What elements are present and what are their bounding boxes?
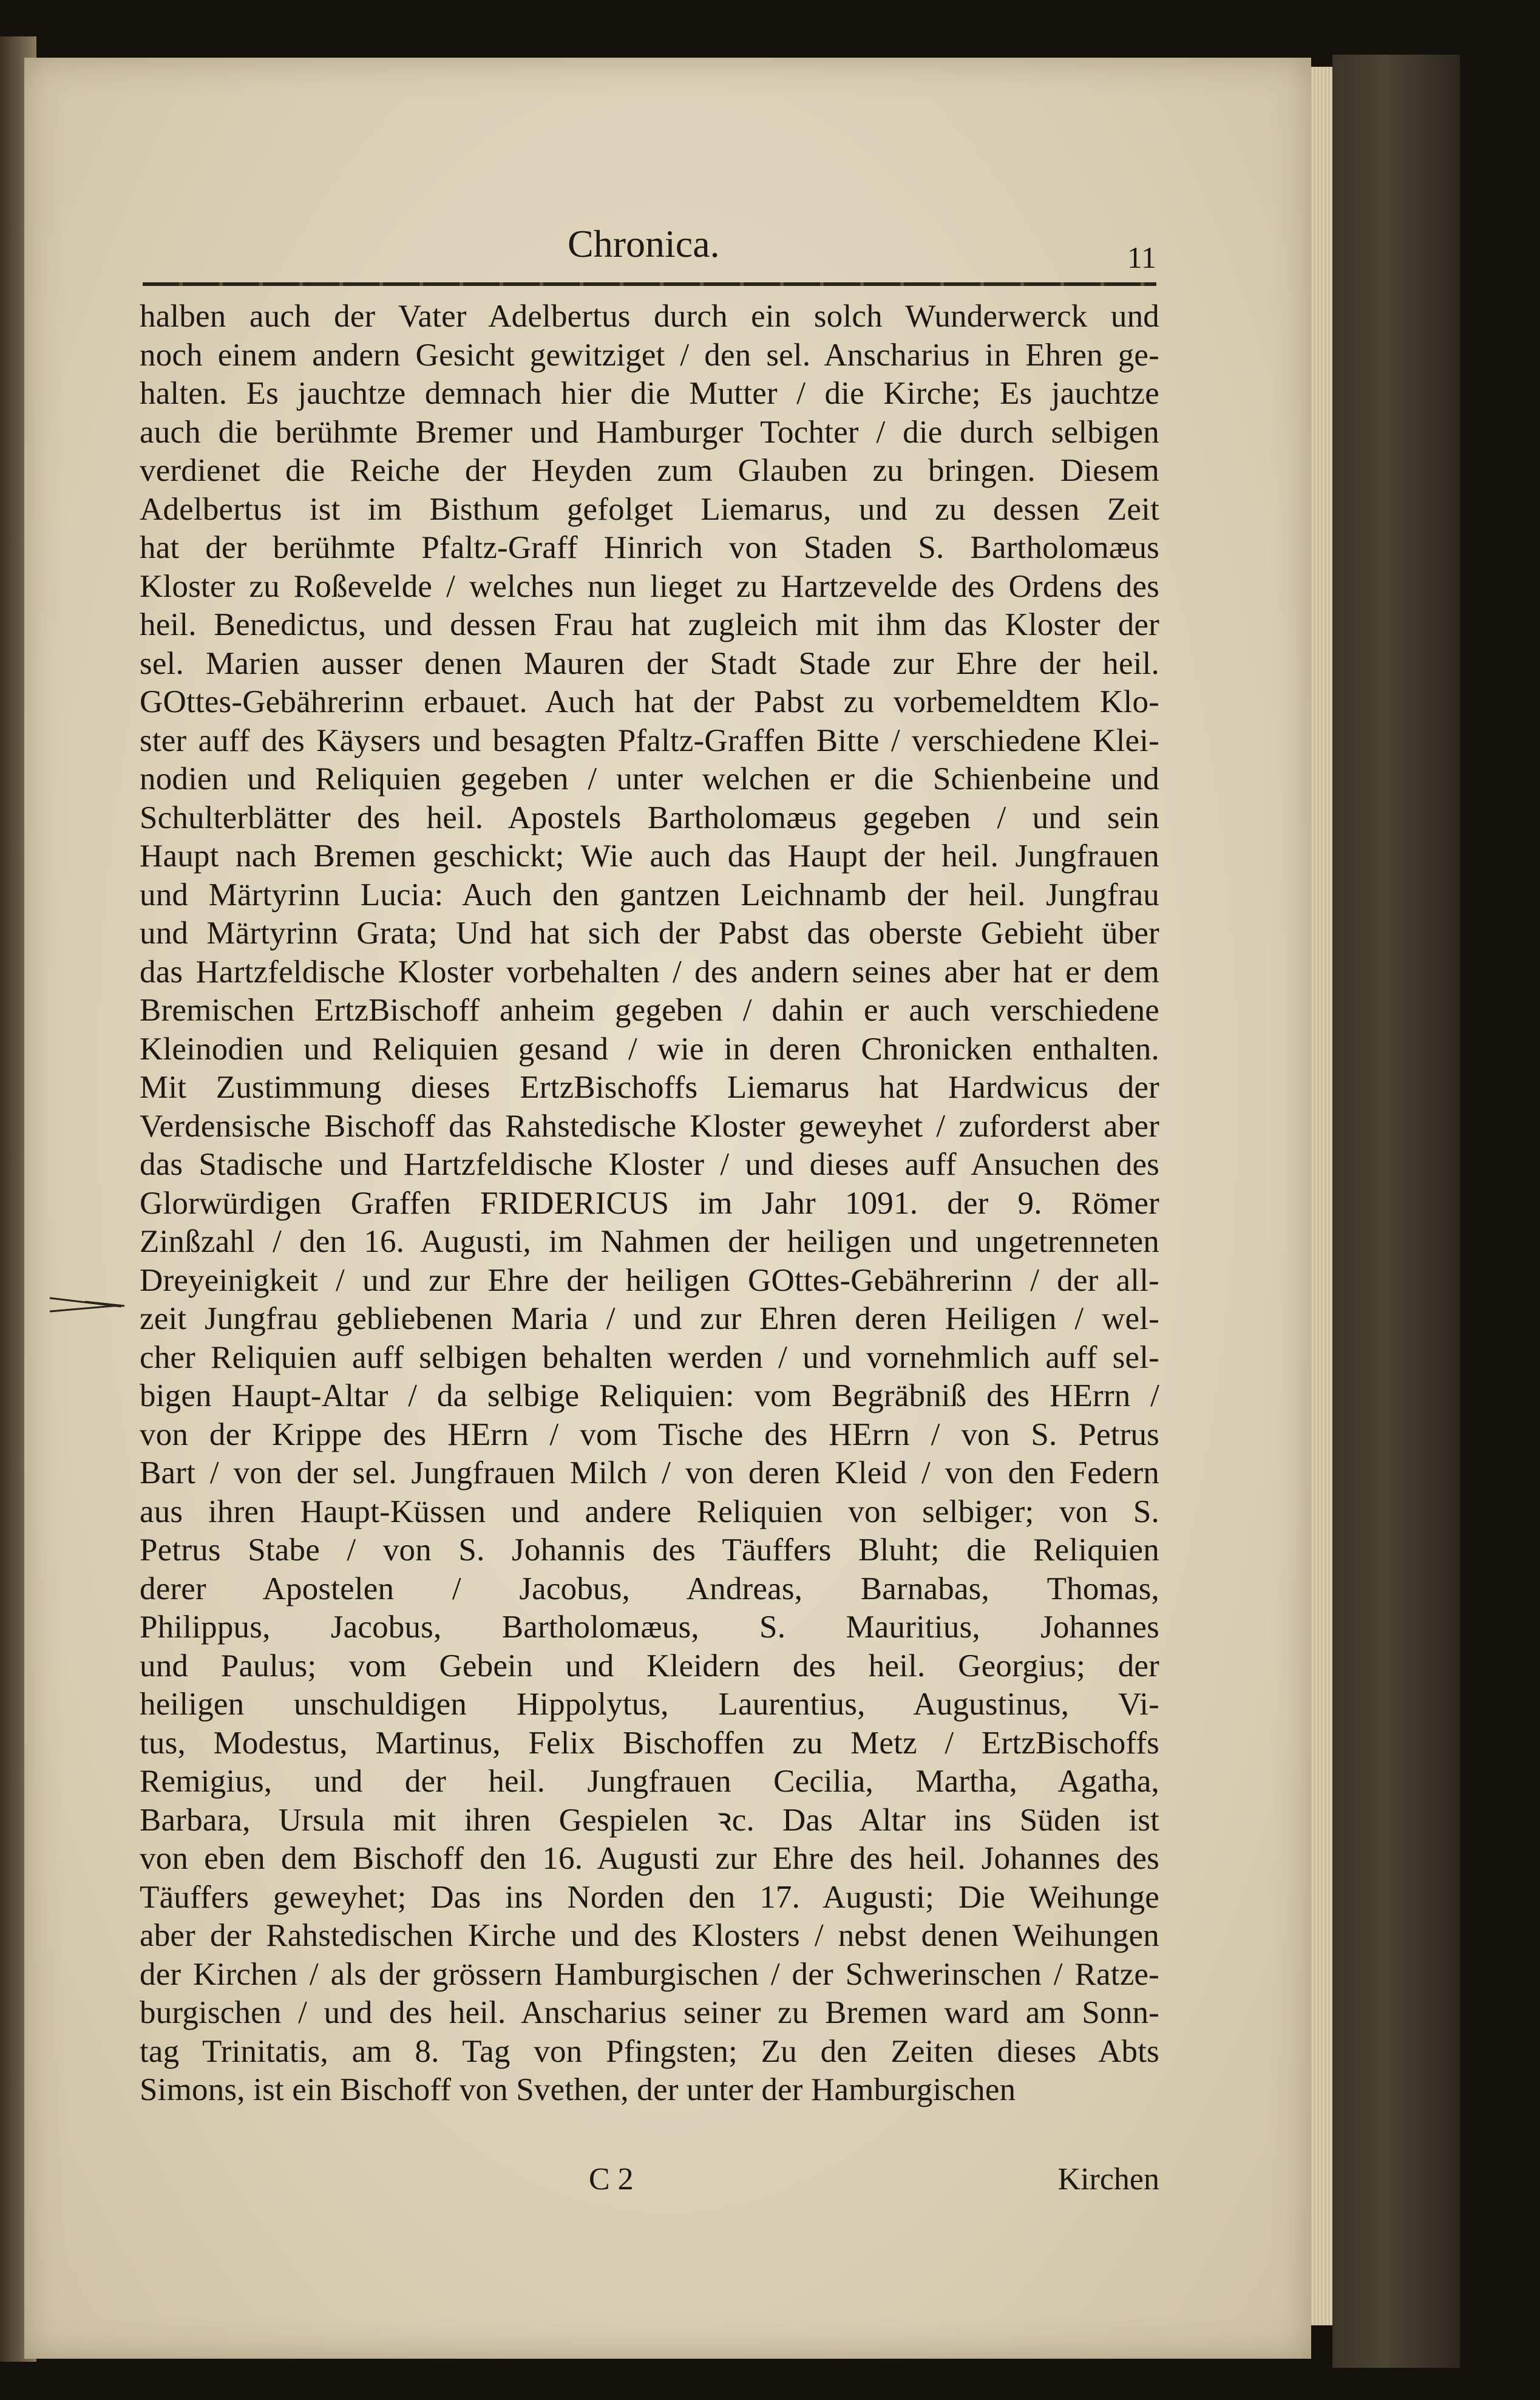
text-line: Zinßzahl / den 16. Augusti, im Nahmen der heiligen und ungetrenneten (140, 1224, 1159, 1259)
text-line: Mit Zustimmung dieses ErtzBischoffs Liemarus hat Hardwicus der (140, 1070, 1159, 1105)
text-line: burgischen / und des heil. Anscharius seiner zu Bremen ward am Sonn- (140, 1995, 1159, 2030)
text-line: halten. Es jauchtze demnach hier die Mutter / die Kirche; Es jauchtze (140, 376, 1159, 411)
text-line: aber der Rahstedischen Kirche und des Klosters / nebst denen Weihungen (140, 1918, 1159, 1953)
text-line: Glorwürdigen Graffen FRIDERICUS im Jahr 1091. der 9. Römer (140, 1185, 1159, 1221)
text-line: halben auch der Vater Adelbertus durch ein solch Wunderwerck und (140, 299, 1159, 334)
signature-mark: C 2 (589, 2162, 634, 2197)
text-line: tus, Modestus, Martinus, Felix Bischoffen zu Metz / ErtzBischoffs (140, 1725, 1159, 1761)
text-line: tag Trinitatis, am 8. Tag von Pfingsten; Zu den Zeiten dieses Abts (140, 2033, 1159, 2069)
text-line: GOttes-Gebährerinn erbauet. Auch hat der Pabst zu vorbemeldtem Klo- (140, 684, 1159, 719)
book-cover (1332, 55, 1460, 2368)
text-line: Barbara, Ursula mit ihren Gespielen ꝛc. Das Altar ins Süden ist (140, 1802, 1159, 1838)
text-line: Haupt nach Bremen geschickt; Wie auch das Haupt der heil. Jungfrauen (140, 838, 1159, 874)
running-title: Chronica. (568, 222, 720, 265)
text-line: Adelbertus ist im Bisthum gefolget Liemarus, und zu dessen Zeit (140, 491, 1159, 527)
text-line: Schulterblätter des heil. Apostels Bartholomæus gegeben / und sein (140, 800, 1159, 835)
text-line: und Paulus; vom Gebein und Kleidern des heil. Georgius; der (140, 1648, 1159, 1684)
marginal-pen-mark (49, 1293, 127, 1317)
text-line: aus ihren Haupt-Küssen und andere Reliquien von selbiger; von S. (140, 1494, 1159, 1529)
text-line: cher Reliquien auff selbigen behalten werden / und vornehmlich auff sel- (140, 1339, 1159, 1375)
text-line: Philippus, Jacobus, Bartholomæus, S. Mauritius, Johannes (140, 1610, 1159, 1645)
text-line: nodien und Reliquien gegeben / unter welchen er die Schienbeine und (140, 761, 1159, 797)
text-line: heil. Benedictus, und dessen Frau hat zugleich mit ihm das Kloster der (140, 607, 1159, 642)
body-text (140, 297, 1159, 2110)
page-number: 11 (1127, 240, 1156, 274)
text-line: von der Krippe des HErrn / vom Tische des HErrn / von S. Petrus (140, 1416, 1159, 1452)
text-line: der Kirchen / als der grössern Hamburgischen / der Schwerinschen / Ratze- (140, 1956, 1159, 1992)
text-line: das Stadische und Hartzfeldische Kloster / und dieses auff Ansuchen des (140, 1147, 1159, 1182)
text-line: Kloster zu Roßevelde / welches nun lieget zu Hartzevelde des Ordens des (140, 568, 1159, 604)
text-line: heiligen unschuldigen Hippolytus, Laurentius, Augustinus, Vi- (140, 1687, 1159, 1722)
text-line: Remigius, und der heil. Jungfrauen Cecilia, Martha, Agatha, (140, 1764, 1159, 1799)
text-line: Petrus Stabe / von S. Johannis des Täuffers Bluht; die Reliquien (140, 1532, 1159, 1568)
text-line: verdienet die Reiche der Heyden zum Glauben zu bringen. Diesem (140, 453, 1159, 488)
text-line: sel. Marien ausser denen Mauren der Stadt Stade zur Ehre der heil. (140, 645, 1159, 681)
text-line: Täuffers geweyhet; Das ins Norden den 17. Augusti; Die Weihunge (140, 1879, 1159, 1915)
text-line: und Märtyrinn Grata; Und hat sich der Pabst das oberste Gebieht über (140, 916, 1159, 951)
text-line: Simons, ist ein Bischoff von Svethen, der unter der Hamburgischen (140, 2072, 1016, 2107)
text-line: von eben dem Bischoff den 16. Augusti zur Ehre des heil. Johannes des (140, 1841, 1159, 1876)
text-line: Bremischen ErtzBischoff anheim gegeben / dahin er auch verschiedene (140, 993, 1159, 1028)
text-line: Dreyeinigkeit / und zur Ehre der heiligen GOttes-Gebährerinn / der all- (140, 1262, 1159, 1298)
text-line: Verdensische Bischoff das Rahstedische Kloster geweyhet / zuforderst aber (140, 1108, 1159, 1144)
text-line: ster auff des Käysers und besagten Pfaltz-Graffen Bitte / verschiedene Klei- (140, 722, 1159, 758)
page-footer (140, 2161, 1159, 2210)
text-line: noch einem andern Gesicht gewitziget / den sel. Anscharius in Ehren ge- (140, 337, 1159, 373)
text-line: zeit Jungfrau gebliebenen Maria / und zur Ehren deren Heiligen / wel- (140, 1301, 1159, 1336)
page-header (143, 222, 1156, 288)
text-line: hat der berühmte Pfaltz-Graff Hinrich von Staden S. Bartholomæus (140, 530, 1159, 565)
text-line: derer Apostelen / Jacobus, Andreas, Barnabas, Thomas, (140, 1571, 1159, 1606)
header-rule (143, 282, 1156, 286)
text-line: und Märtyrinn Lucia: Auch den gantzen Leichnamb der heil. Jungfrau (140, 877, 1159, 913)
text-line: Kleinodien und Reliquien gesand / wie in deren Chronicken enthalten. (140, 1031, 1159, 1067)
text-line: Bart / von der sel. Jungfrauen Milch / von deren Kleid / von den Federn (140, 1455, 1159, 1491)
text-line: das Hartzfeldische Kloster vorbehalten / des andern seines aber hat er dem (140, 954, 1159, 990)
catchword: Kirchen (1057, 2162, 1159, 2197)
text-line: auch die berühmte Bremer und Hamburger Tochter / die durch selbigen (140, 414, 1159, 450)
text-line: bigen Haupt-Altar / da selbige Reliquien: vom Begräbniß des HErrn / (140, 1378, 1159, 1413)
